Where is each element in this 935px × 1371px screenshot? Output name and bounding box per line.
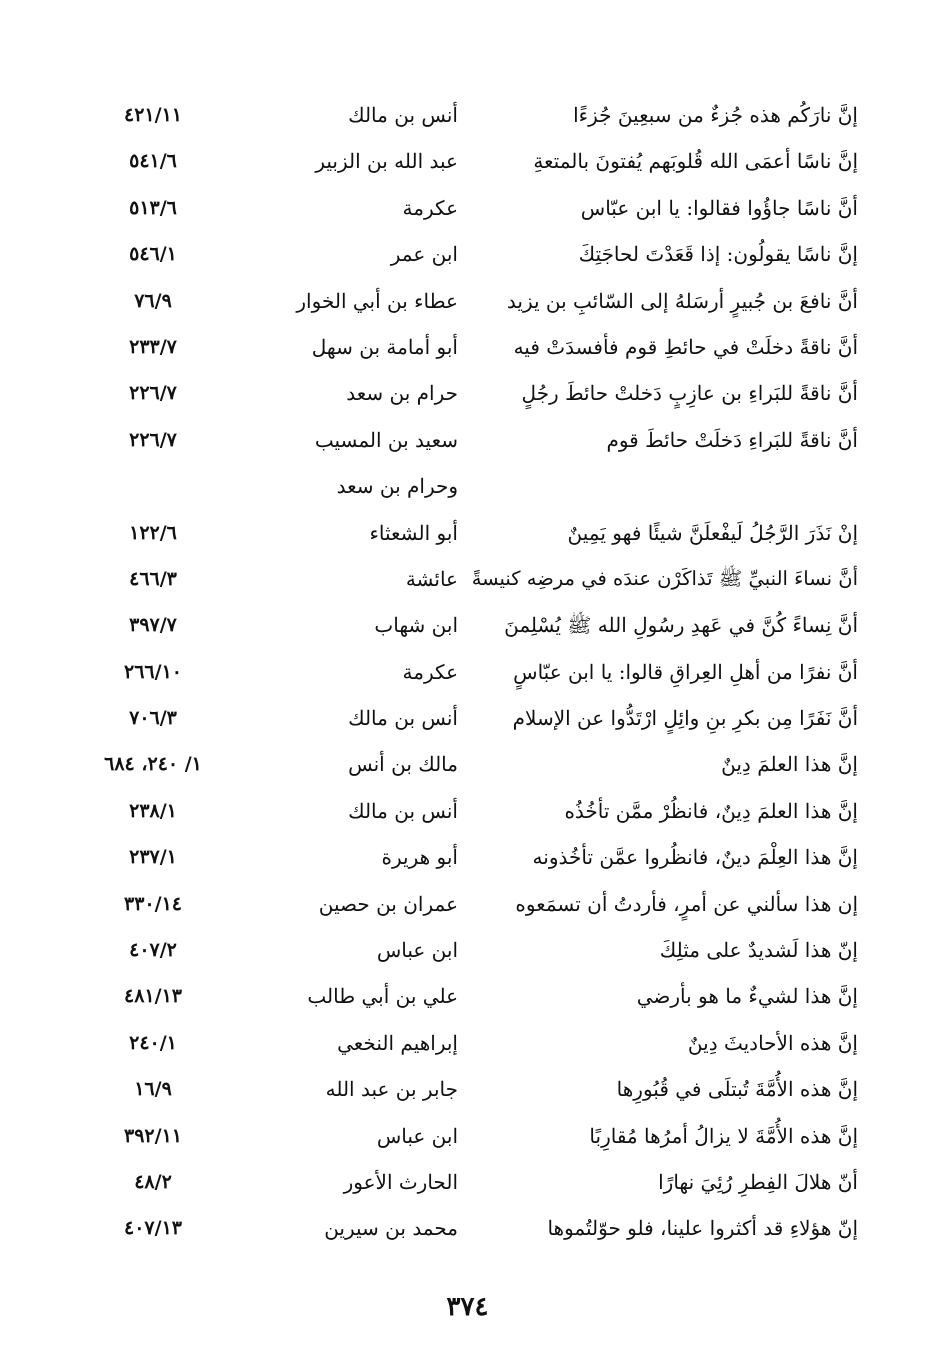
- hadith-text: أنَّ نَفَرًا مِن بكرِ بنِ وائِلٍ ارْتَدُّوا عن الإسلام: [512, 706, 858, 731]
- narrator-name: أنس بن مالك: [348, 798, 458, 823]
- index-row: [88, 92, 858, 138]
- hadith-text: أنَّ ناقةً للبَراءِ دَخلَتْ حائطَ قوم: [606, 427, 858, 452]
- index-row: [88, 834, 858, 880]
- narrator-name: عطاء بن أبي الخوار: [296, 288, 458, 313]
- volume-page-reference: ٧٦/٩: [134, 289, 172, 312]
- index-row: [88, 741, 858, 787]
- narrator-name: محمد بن سيرين: [324, 1216, 458, 1241]
- index-row: [88, 1159, 858, 1205]
- narrator-name: ابن عباس: [376, 1123, 458, 1148]
- index-row: [88, 138, 858, 184]
- narrator-name: مالك بن أنس: [348, 752, 458, 777]
- hadith-text: إنَّ هذا لشيءٌ ما هو بأرضي: [636, 984, 858, 1009]
- volume-page-reference: ١/ ٢٤٠، ٦٨٤: [104, 753, 202, 776]
- page-number: ٣٧٤: [446, 1292, 489, 1322]
- volume-page-reference: ٣٣٠/١٤: [124, 892, 182, 915]
- index-row: [88, 602, 858, 648]
- hadith-text: أنّ هلالَ الفِطرِ رُئِيَ نهارًا: [658, 1169, 858, 1194]
- hadith-text: إنَّ هذا العلمَ دِينٌ: [721, 752, 858, 777]
- hadith-text: أنَّ نساءَ النبيِّ ﷺ تَذاكَرْن عندَه في مرضِه كنيسةً: [471, 566, 858, 590]
- index-row: [88, 1205, 858, 1251]
- index-row: [88, 973, 858, 1019]
- volume-page-reference: ٤٠٧/٢: [129, 939, 177, 962]
- hadith-text: إنْ نَذَرَ الرَّجُلُ لَيفْعلَنَّ شيئًا فهو يَمِينٌ: [567, 520, 858, 545]
- hadith-text: إنَّ ناسًا أعمَى الله قُلوبَهم يُفتونَ بالمتعةِ: [533, 149, 858, 174]
- narrator-name: ابن شهاب: [374, 613, 458, 638]
- volume-page-reference: ٧٠٦/٣: [129, 707, 177, 730]
- narrator-name: عائشة: [405, 566, 458, 591]
- index-row: [88, 463, 858, 509]
- volume-page-reference: ٢٣٨/١: [129, 799, 177, 822]
- hadith-text: إنَّ هذا العلمَ دِينٌ، فانظُرْ ممَّن تأخُذُه: [564, 798, 858, 823]
- hadith-text: إنَّ ناسًا يقولُون: إذا قَعَدْتَ لحاجَتِكَ: [578, 242, 858, 267]
- hadith-text: إنَّ هذه الأحاديثَ دِينٌ: [687, 1030, 858, 1055]
- hadith-text: إنّ هؤلاءِ قد أكثروا علينا، فلو حوّلتُموها: [547, 1216, 858, 1241]
- volume-page-reference: ٥١٣/٦: [129, 196, 177, 219]
- narrator-name: عكرمة: [402, 195, 458, 220]
- hadith-text: إنَّ هذه الأُمَّةَ لا يزالُ أمرُها مُقارِبًا: [589, 1123, 858, 1148]
- narrator-name: حرام بن سعد: [346, 381, 458, 406]
- hadith-index-table: [88, 92, 858, 1252]
- hadith-text: أنَّ ناقةً للبَراءِ بن عازِبٍ دَخلتْ حائطَ رجُلٍ: [521, 381, 858, 406]
- volume-page-reference: ٢٤٠/١: [129, 1031, 177, 1054]
- hadith-text: إنَّ نارَكُم هذه جُزءٌ من سبعِينَ جُزءًا: [573, 103, 858, 127]
- narrator-name: سعيد بن المسيب: [314, 427, 458, 452]
- hadith-text: إن هذا سألني عن أمرٍ، فأردتُ أن تسمَعوه: [515, 891, 858, 916]
- index-row: [88, 1020, 858, 1066]
- narrator-name: الحارث الأعور: [343, 1169, 458, 1194]
- index-row: [88, 231, 858, 277]
- index-row: [88, 324, 858, 370]
- volume-page-reference: ١٢٢/٦: [129, 521, 177, 544]
- narrator-name: أبو هريرة: [381, 845, 458, 870]
- hadith-text: أنَّ نفرًا من أهلِ العِراقِ قالوا: يا ابن عبّاسٍ: [513, 659, 858, 684]
- narrator-name: أبو أمامة بن سهل: [311, 334, 458, 359]
- index-row: [88, 1066, 858, 1112]
- volume-page-reference: ٥٤٦/١: [129, 243, 177, 266]
- volume-page-reference: ٤٦٦/٣: [129, 567, 177, 590]
- hadith-text: إنّ هذا لَشديدٌ على مثلِكَ: [659, 938, 858, 963]
- narrator-name: ابن عباس: [376, 938, 458, 963]
- index-row: [88, 370, 858, 416]
- index-row: [88, 1113, 858, 1159]
- index-row: [88, 185, 858, 231]
- index-row: [88, 927, 858, 973]
- volume-page-reference: ٢٢٦/٧: [129, 382, 177, 405]
- hadith-text: أنَّ نافعَ بن جُبيرٍ أرسَلهُ إلى السّائبِ بن يزيد: [506, 288, 858, 313]
- index-row: [88, 510, 858, 556]
- index-row: [88, 556, 858, 602]
- hadith-text: أنَّ ناسًا جاؤُوا فقالوا: يا ابن عبّاس: [580, 195, 858, 220]
- index-row: [88, 788, 858, 834]
- index-row: [88, 278, 858, 324]
- index-row: [88, 417, 858, 463]
- volume-page-reference: ٤٠٧/١٣: [124, 1217, 182, 1240]
- narrator-name: علي بن أبي طالب: [307, 984, 458, 1009]
- volume-page-reference: ٢٣٧/١: [129, 846, 177, 869]
- volume-page-reference: ٥٤١/٦: [129, 150, 177, 173]
- volume-page-reference: ١٦/٩: [134, 1078, 172, 1101]
- narrator-name: ابن عمر: [390, 242, 458, 267]
- hadith-text: إنَّ هذه الأُمَّةَ تُبتلَى في قُبُورِها: [616, 1077, 858, 1102]
- index-row: [88, 881, 858, 927]
- volume-page-reference: ٤٢١/١١: [124, 104, 182, 126]
- volume-page-reference: ٢٢٦/٧: [129, 428, 177, 451]
- volume-page-reference: [88, 463, 218, 509]
- narrator-name: عكرمة: [402, 659, 458, 684]
- narrator-name: عبد الله بن الزبير: [315, 149, 458, 174]
- index-row: [88, 649, 858, 695]
- hadith-text: إنَّ هذا العِلْمَ دينٌ، فانظُروا عمَّن تأخُذونه: [532, 845, 858, 870]
- narrator-name: أنس بن مالك: [348, 706, 458, 731]
- narrator-name: أبو الشعثاء: [369, 520, 458, 545]
- volume-page-reference: ٤٨١/١٣: [124, 985, 182, 1008]
- hadith-text: أنَّ نِساءً كُنَّ في عَهدِ رسُولِ الله ﷺ يُسْلِمنَ: [504, 613, 858, 638]
- hadith-text: أنَّ ناقةً دخلَتْ في حائطِ قوم فأفسدَتْ فيه: [513, 334, 858, 359]
- hadith-text: [468, 463, 858, 509]
- narrator-name: عمران بن حصين: [318, 891, 458, 916]
- volume-page-reference: ٢٦٦/١٠: [124, 660, 182, 683]
- index-row: [88, 695, 858, 741]
- narrator-name: جابر بن عبد الله: [325, 1077, 458, 1102]
- volume-page-reference: ٤٨/٢: [134, 1170, 172, 1193]
- volume-page-reference: ٣٩٢/١١: [124, 1124, 182, 1147]
- narrator-name: وحرام بن سعد: [336, 474, 458, 499]
- volume-page-reference: ٣٩٧/٧: [129, 614, 177, 637]
- narrator-name: إبراهيم النخعي: [337, 1030, 458, 1055]
- narrator-name: أنس بن مالك: [348, 103, 458, 127]
- volume-page-reference: ٢٣٣/٧: [129, 335, 177, 358]
